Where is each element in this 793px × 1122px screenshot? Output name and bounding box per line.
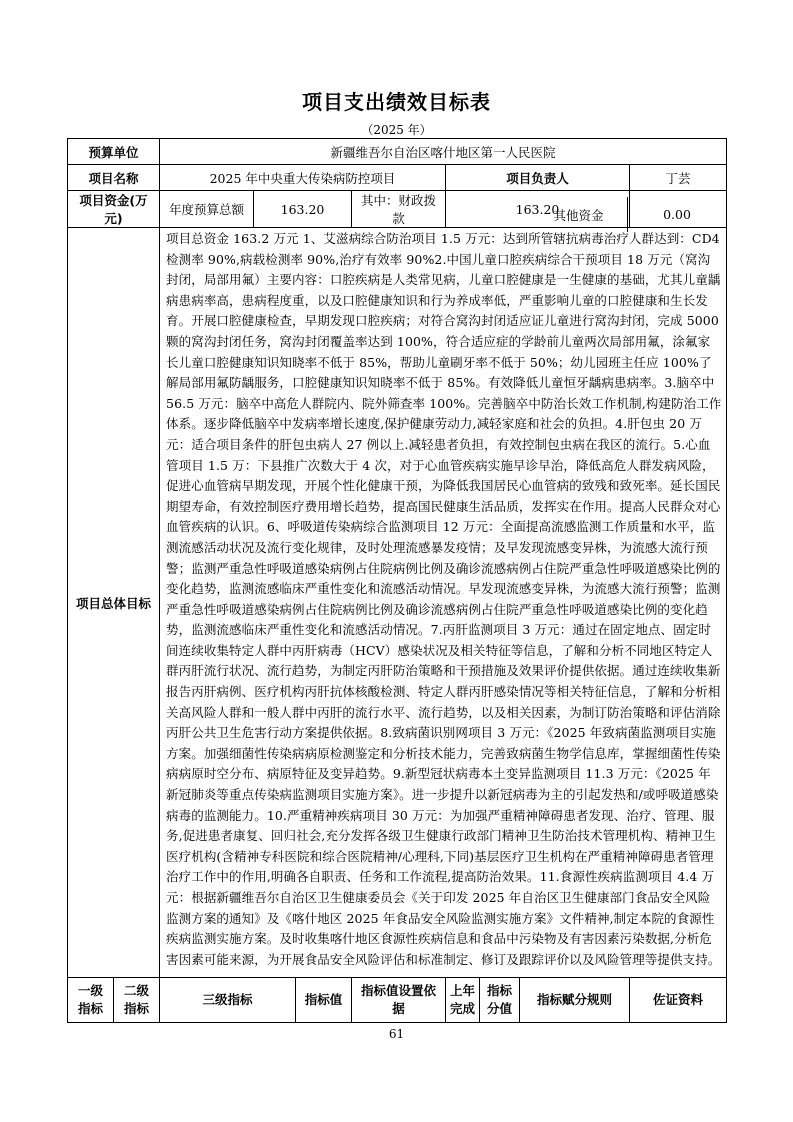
header-rule: 指标赋分规则	[520, 978, 630, 1023]
project-name-label: 项目名称	[68, 165, 160, 191]
project-funds-label: 项目资金(万元)	[68, 191, 160, 228]
header-level3: 三级指标	[160, 978, 296, 1023]
budget-unit-label: 预算单位	[68, 139, 160, 165]
fiscal-allocation-label: 其中：财政拨款	[352, 191, 446, 228]
project-lead-value: 丁芸	[630, 165, 727, 191]
header-score: 指标分值	[480, 978, 520, 1023]
project-name-value: 2025 年中央重大传染病防控项目	[160, 165, 446, 191]
header-basis: 指标值设置依据	[352, 978, 446, 1023]
indicator-header-row	[68, 978, 727, 1023]
overall-goal-row	[68, 228, 727, 978]
other-funds-label-overlay: 其他资金	[530, 197, 628, 232]
project-lead-label: 项目负责人	[446, 165, 630, 191]
budget-unit-row	[68, 139, 727, 165]
annual-budget-value: 163.20	[254, 191, 352, 228]
budget-unit-value: 新疆维吾尔自治区喀什地区第一人民医院	[160, 139, 727, 165]
document-title: 项目支出绩效目标表	[302, 90, 491, 114]
page-number: 61	[388, 1027, 405, 1041]
other-funds-value: 0.00	[663, 207, 691, 222]
header-level1: 一级指标	[68, 978, 114, 1023]
performance-goal-table	[67, 138, 727, 1023]
funds-row-overlay	[530, 197, 726, 232]
project-name-row	[68, 165, 727, 191]
overall-goal-text: 项目总资金 163.2 万元 1、艾滋病综合防治项目 1.5 万元：达到所管辖抗病毒治疗人群达到：CD4 检测率 90%,病载检测率 90%,治疗有效率 90%2.中国儿童口腔疾病综合干预项目 18 万元（窝沟封闭，局部用氟）主要内容：口腔疾病是人类常见病，儿童口腔健康是一生健康的基础，尤其儿童龋病患病率高，患病程度重，以及口腔健康知识和行为养成率低，严重影响儿童的口腔健康和生长发育。开展口腔健康检查，早期发现口腔疾病；对符合窝沟封闭适应证儿童进行窝沟封闭，完成 5000 颗的窝沟封闭任务，窝沟封闭覆盖率达到 100%，符合适应症的学龄前儿童两次局部用氟，涂氟家长儿童口腔健康知识知晓率不低于 85%，帮助儿童刷牙率不低于 50%；幼儿园班主任应 100%了解局部用氟防龋服务，口腔健康知识知晓率不低于 85%。有效降低儿童恒牙龋病患病率。3.脑卒中 56.5 万元：脑卒中高危人群院内、院外筛查率 100%。完善脑卒中防治长效工作机制,构建防治工作体系。逐步降低脑卒中发病率增长速度,保护健康劳动力,减轻家庭和社会的负担。4.肝包虫 20 万元：适合项目条件的肝包虫病人 27 例以上.减轻患者负担，有效控制包虫病在我区的流行。5.心血管项目 1.5 万：下县推广次数大于 4 次，对于心血管疾病实施早诊早治，降低高危人群发病风险，促进心血管病早期发现，开展个性化健康干预，为降低我国居民心血管病的致残和致死率。延长国民期望寿命，有效控制医疗费用增长趋势，提高国民健康生活品质，发挥实在作用。提高人民群众对心血管疾病的认识。6、呼吸道传染病综合监测项目 12 万元：全面提高流感监测工作质量和水平，监测流感活动状况及流行变化规律，及时处理流感暴发疫情；及早发现流感变异株，为流感大流行预警；监测严重急性呼吸道感染病例占住院病例比例及确诊流感病例占住院严重急性呼吸道感染比例的变化趋势，监测流感临床严重性变化和流感活动情况。早发现流感变异株，为流感大流行预警；监测严重急性呼吸道感染病例占住院病例比例及确诊流感病例占住院严重急性呼吸道感染比例的变化趋势，监测流感临床严重性变化和流感活动情况。7.丙肝监测项目 3 万元：通过在固定地点、固定时间连续收集特定人群中丙肝病毒（HCV）感染状况及相关特征等信息，了解和分析不同地区特定人群丙肝流行状况、流行趋势，为制定丙肝防治策略和干预措施及效果评价提供依据。通过连续收集新报告丙肝病例、医疗机构丙肝抗体核酸检测、特定人群丙肝感染情况等相关特征信息，了解和分析相关高风险人群和一般人群中丙肝的流行水平、流行趋势，以及相关因素，为制订防治策略和评估消除丙肝公共卫生危害行动方案提供依据。8.致病菌识别网项目 3 万元：《2025 年致病菌监测项目实施方案。加强细菌性传染病病原检测鉴定和分析技术能力，完善致病菌生物学信息库，掌握细菌性传染病病原时空分布、病原特征及变异趋势。9.新型冠状病毒本土变异监测项目 11.3 万元：《2025 年新冠肺炎等重点传染病监测项目实施方案》。进一步提升以新冠病毒为主的引起发热和/或呼吸道感染病毒的监测能力。10.严重精神疾病项目 30 万元：为加强严重精神障碍患者发现、治疗、管理、服务,促进患者康复、回归社会,充分发挥各级卫生健康行政部门精神卫生防治技术管理机构、精神卫生医疗机构(含精神专科医院和综合医院精神/心理科,下同)基层医疗卫生机构在严重精神障碍患者管理治疗工作中的作用,明确各自职责、任务和工作流程,提高防治效果。11.食源性疾病监测项目 4.4 万元：根据新疆维吾尔自治区卫生健康委员会《关于印发 2025 年自治区卫生健康部门食品安全风险监测方案的通知》及《喀什地区 2025 年食品安全风险监测实施方案》文件精神,制定本院的食源性疾病监测实施方案。及时收集喀什地区食源性疾病信息和食品中污染物及有害因素污染数据,分析危害因素可能来源，为开展食品安全风险评估和标准制定、修订及跟踪评价以及风险管理等提供支持。	[160, 228, 727, 978]
overall-goal-label: 项目总体目标	[68, 228, 160, 978]
header-evidence: 佐证资料	[630, 978, 727, 1023]
annual-budget-label: 年度预算总额	[160, 191, 254, 228]
header-indicator-value: 指标值	[296, 978, 352, 1023]
fiscal-allocation-value: 163.20	[446, 191, 630, 228]
header-last-year: 上年完成	[446, 978, 480, 1023]
document-year: （2025 年）	[361, 123, 432, 137]
header-level2: 二级指标	[114, 978, 160, 1023]
